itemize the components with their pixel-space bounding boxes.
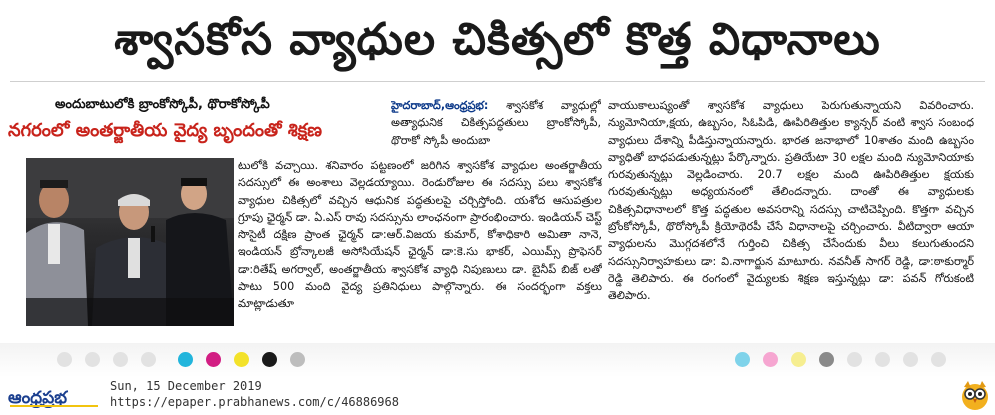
headline: శ్వాసకోస వ్యాధుల చికిత్సలో కొత్త విధానాలు <box>114 14 881 65</box>
logo-text: ఆంధ్రప్రభ <box>8 388 68 408</box>
headline-rule <box>10 81 985 82</box>
registration-dot <box>290 352 305 367</box>
owl-icon[interactable] <box>960 379 990 411</box>
registration-dot <box>875 352 890 367</box>
article-column-middle <box>238 157 602 333</box>
registration-dot <box>791 352 806 367</box>
registration-dot <box>178 352 193 367</box>
registration-dot <box>206 352 221 367</box>
kicker: అందుబాటులోకి బ్రాంకోస్కోపీ, థొరాకోస్కోపీ <box>55 97 270 112</box>
intro-text: శ్వాసకోశ వ్యాధుల్లో అత్యాధునిక చికిత్సపద్ధతులు బ్రాంకోస్కోపీ, థొరాకో స్కోపీ అందుబా <box>391 99 601 147</box>
subheadline: నగరంలో అంతర్జాతీయ వైద్య బృందంతో శిక్షణ <box>8 120 323 141</box>
registration-dot <box>903 352 918 367</box>
article-body-middle: టులోకి వచ్చాయి. శనివారం పట్టణంలో జరిగిన శ్వాసకోశ వ్యాధుల అంతర్జాతీయ సదస్సులో ఈ అంశాలు వెల్లడయ్యాయి. రెండురోజుల ఈ సదస్సు పలు శ్వాసకోశ వ్యాధుల చికిత్సలో వచ్చిన ఆధునిక పద్ధతులపై చర్చిస్తోంది. యశోద ఆసుపత్రుల గ్రూపు ఛైర్మన్ డా. ఏ.ఎస్ రావు సదస్సును లాంఛనంగా ప్రారంభించారు. ఇండియన్ చెస్ట్ సొసైటీ దక్షిణ ప్రాంత ఛైర్మన్ డా:ఆర్.విజయ కుమార్, కోశాధికారి అమితా నానె, ఇండియన్ బ్రోన్కాలజీ అసోసియేషన్ ఛైర్మన్ డా:కె.సు భాకర్, ఎయిమ్స్ ప్రొఫెసర్ డా:రితేష్ అగర్వాల్, అంతర్జాతీయ శ్వాసకోశ వ్యాధి నిపుణులు డా. బైనీప్ బిజ్ లతో పాటు 500 మంది వైద్య ప్రతినిధులు పాల్గొన్నారు. ఈ సందర్భంగా వక్తలు మాట్లాడుతూ <box>238 159 602 311</box>
registration-dot <box>234 352 249 367</box>
edition-date: Sun, 15 December 2019 <box>110 379 262 393</box>
registration-dot <box>57 352 72 367</box>
registration-dot <box>262 352 277 367</box>
conference-photo <box>26 158 234 326</box>
registration-dot <box>819 352 834 367</box>
registration-dot <box>735 352 750 367</box>
registration-dot <box>113 352 128 367</box>
andhraprabha-logo <box>6 382 102 408</box>
registration-dot <box>85 352 100 367</box>
registration-dot <box>847 352 862 367</box>
dateline: హైదరాబాద్,ఆంధ్రప్రభ: <box>391 99 489 112</box>
article-body-right: వాయుకాలుష్యంతో శ్వాసకోశ వ్యాధులు పెరుగుతున్నాయని వివరించారు. న్యుమోనియా,క్షయ, ఉబ్బసం, సిఓపిడి, ఊపిరితిత్తుల క్యాన్సర్ వంటి శ్వాస సంబంధ వ్యాధులు దేశాన్ని పీడిస్తున్నాయన్నారు. భారత జనాభాలో 10శాతం మంది ఉబ్బసం వ్యాధితో బాధపడుతున్నట్లు పేర్కొన్నారు. ప్రతియేటా 30 లక్షల మంది న్యుమోనియాకు గురవుతున్నట్లు వెల్లడించారు. 20.7 లక్షల మంది ఊపిరితిత్తుల క్షయకు గురవుతున్నట్లు అధ్యయనంలో తేలిందన్నారు. దాంతో ఈ వ్యాధులకు చికిత్సవిధానాలలో కొత్త పద్ధతుల అవసరాన్ని సదస్సు చాటిచెప్పింది. కొత్తగా వచ్చిన బ్రోంకోస్కోపీ, థొరోస్కోపీ క్రియోథెరపీ చేసే విధానాలపై చర్చించారు. వీటిద్వారా ఆయా వ్యాధులను మొగ్గదశలోనే గుర్తించి చికిత్స చేసేందుకు వీలు కలుగుతుందని సదస్సునిర్వాహకులు డా: వి.నాగార్జున మాటూరు. నవనీత్ సాగర్ రెడ్డి, డా:ఠాకుర్మార్ రెడ్డి తెలిపారు. ఈ రంగంలో వైద్యులకు శిక్షణ ఇస్తున్నట్లు డా: పవన్ గోరుకంటి తెలిపారు. <box>608 99 974 303</box>
epaper-link[interactable]: https://epaper.prabhanews.com/c/46886968 <box>110 395 399 409</box>
article-intro <box>391 97 601 155</box>
article-column-right <box>608 97 974 335</box>
registration-dot <box>141 352 156 367</box>
registration-dot <box>763 352 778 367</box>
registration-dot <box>931 352 946 367</box>
